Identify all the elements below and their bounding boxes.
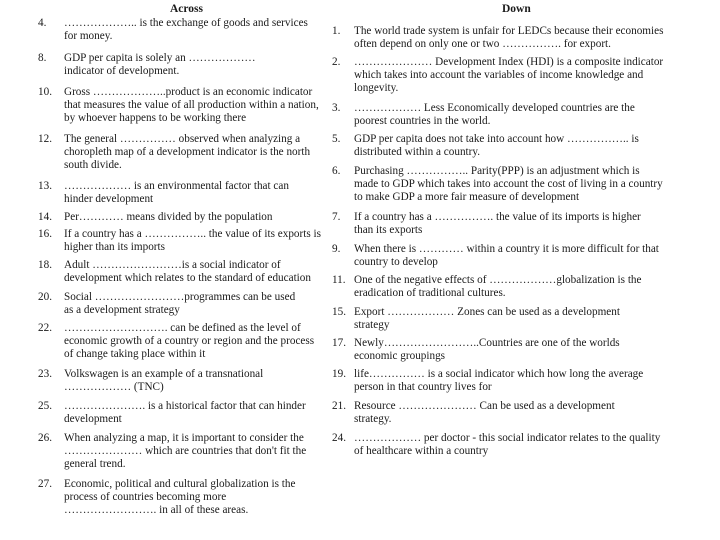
clue-text: Gross ………………..product is an economic indicator that measures the value of all production within a nation, by whoever happens to be working there [64,86,319,125]
clue-number: 11. [332,274,346,286]
clue-text: ……………… per doctor - this social indicator relates to the quality of healthcare within a country [354,432,661,458]
clue-text: Resource ………………… Can be used as a development strategy. [354,400,615,426]
clue-text: If a country has a ……………. the value of its imports is higher than its exports [354,211,641,237]
clue-number: 15. [332,306,346,318]
clue-text: …………………. is a historical factor that can hinder development [64,400,306,426]
clue-number: 24. [332,432,346,444]
clue-text: Adult ……………………is a social indicator of development which relates to the standard of education [64,259,311,285]
clue-number: 8. [38,52,47,64]
clue-number: 25. [38,400,52,412]
clue-number: 26. [38,432,52,444]
clue-text: GDP per capita is solely an ……………… indicator of development. [64,52,256,78]
clue-number: 3. [332,102,341,114]
clue-text: ………………………. can be defined as the level of economic growth of a country or region and the process of change taking place within it [64,322,315,361]
clue-number: 22. [38,322,52,334]
clue-text: Export ……………… Zones can be used as a development strategy [354,306,620,332]
clue-number: 9. [332,243,341,255]
clue-number: 2. [332,56,341,68]
clue-text: Purchasing …………….. Parity(PPP) is an adjustment which is made to GDP which takes into account the cost of living in a country to make GDP a more fair measure of development [354,165,663,204]
clue-text: If a country has a …………….. the value of its exports is higher than its imports [64,228,321,254]
clue-number: 4. [38,17,47,29]
clue-number: 14. [38,211,52,223]
clue-text: Per………… means divided by the population [64,211,273,223]
clue-number: 7. [332,211,341,223]
clue-number: 6. [332,165,341,177]
clue-text: Economic, political and cultural globalization is the process of countries becoming more ……………………. in all of these areas. [64,478,296,517]
clue-number: 12. [38,133,52,145]
clue-number: 18. [38,259,52,271]
clue-number: 16. [38,228,52,240]
clue-number: 5. [332,133,341,145]
clue-text: ………………… Development Index (HDI) is a composite indicator which takes into account the variables of income knowledge and longevity. [354,56,664,95]
clue-text: ……………… is an environmental factor that can hinder development [64,180,289,206]
clue-number: 13. [38,180,52,192]
clue-text: ……………… Less Economically developed countries are the poorest countries in the world. [354,102,635,128]
clue-text: One of the negative effects of ………………globalization is the eradication of traditional cultures. [354,274,642,300]
clue-number: 21. [332,400,346,412]
clue-text: Volkswagen is an example of a transnational ……………… (TNC) [64,368,264,394]
clue-number: 20. [38,291,52,303]
clue-number: 19. [332,368,346,380]
clue-text: The general …………… observed when analyzing a choropleth map of a development indicator is the north south divide. [64,133,311,172]
clue-text: Newly……………………..Countries are one of the worlds economic groupings [354,337,620,363]
clue-number: 27. [38,478,52,490]
across-heading: Across [170,3,204,15]
clue-text: ……………….. is the exchange of goods and services for money. [64,17,308,43]
clue-text: When analyzing a map, it is important to consider the ………………… which are countries that don't fit the general trend. [64,432,307,471]
clue-number: 1. [332,25,341,37]
down-heading: Down [502,3,531,15]
clue-text: Social ……………………programmes can be used as a development strategy [64,291,296,317]
clue-text: life…………… is a social indicator which how long the average person in that country lives for [354,368,644,394]
clue-number: 23. [38,368,52,380]
clue-number: 17. [332,337,346,349]
clue-text: When there is ………… within a country it is more difficult for that country to develop [354,243,659,269]
clue-text: GDP per capita does not take into account how …………….. is distributed within a country. [354,133,639,159]
clue-text: The world trade system is unfair for LEDCs because their economies often depend on only one or two ……………. for export. [354,25,664,51]
clue-number: 10. [38,86,52,98]
